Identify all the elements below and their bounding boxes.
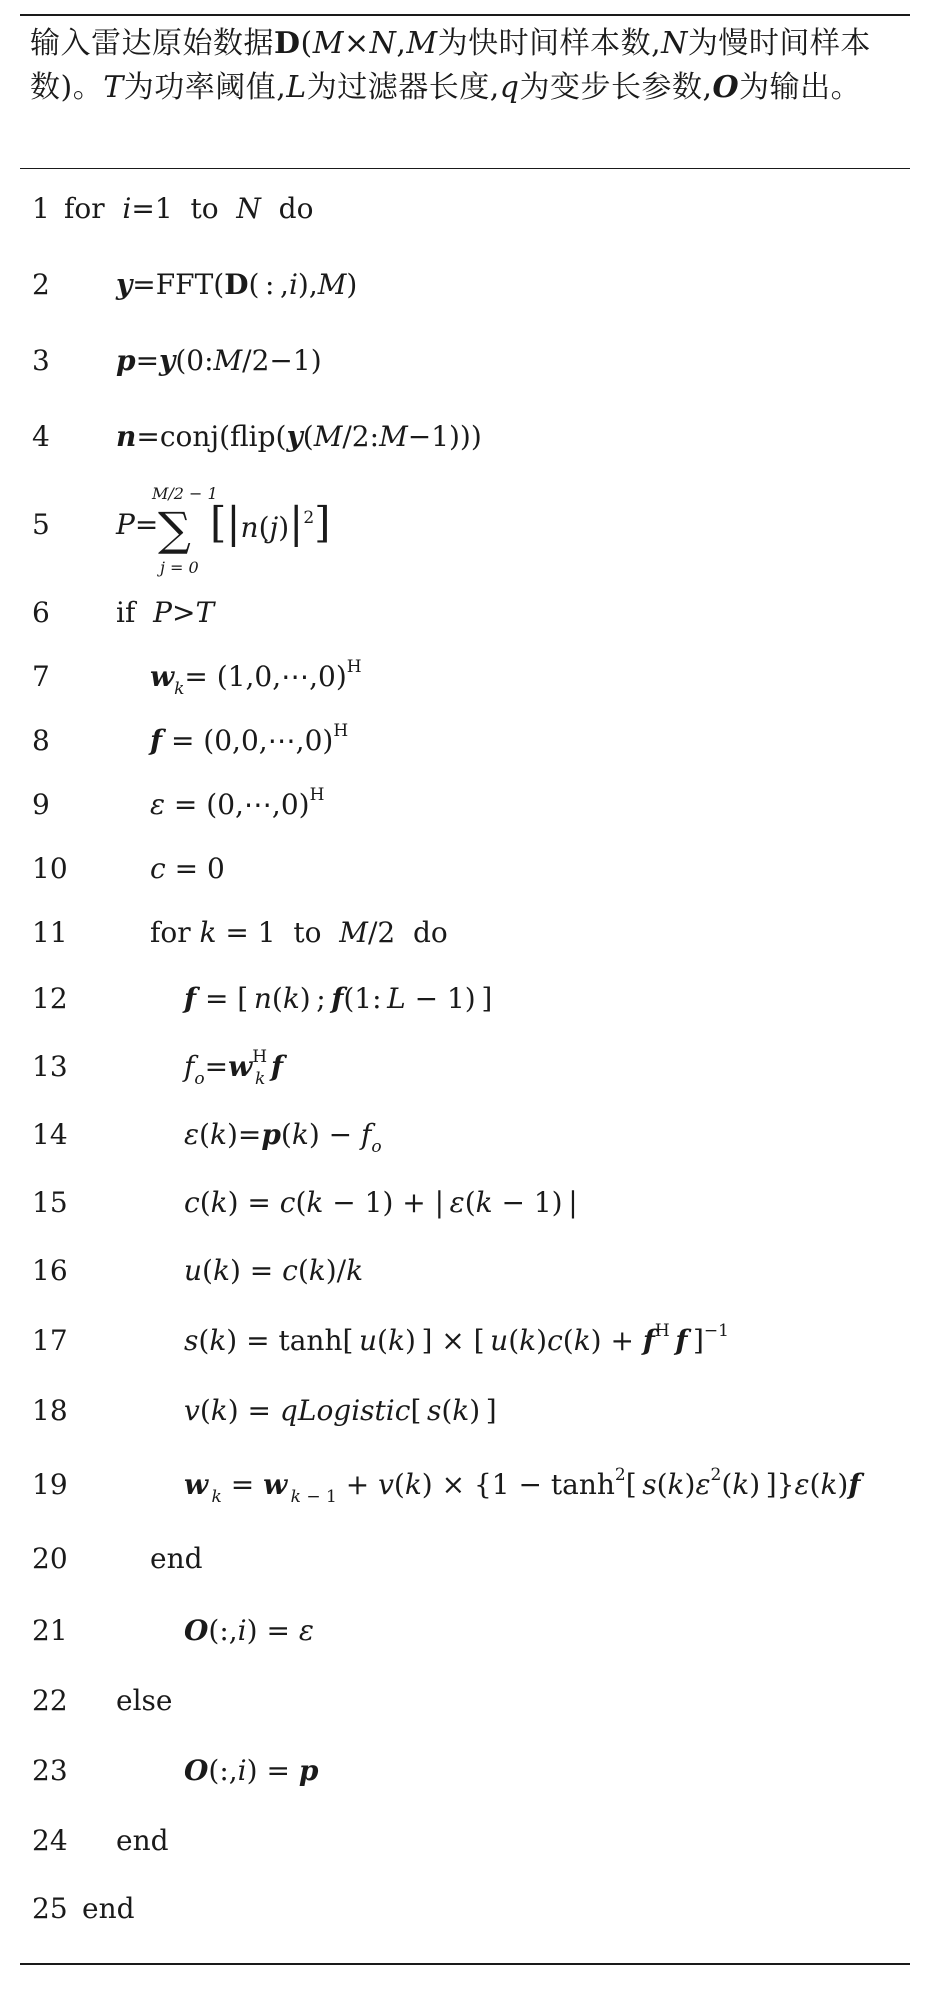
line-code: if P>T [116, 596, 215, 629]
sum-lower-limit: j = 0 [160, 558, 199, 577]
line-code: O(:,i) = ε [184, 1614, 314, 1647]
line-number: 13 [32, 1050, 68, 1083]
line-number: 22 [32, 1684, 68, 1717]
line-number: 21 [32, 1614, 68, 1647]
line-code: c(k) = c(k − 1) + | ε(k − 1) | [184, 1186, 578, 1219]
line-code: p=y(0:M/2−1) [116, 344, 322, 377]
line-code: s(k) = tanh[ u(k) ] × [ $u(k)c(k) + f^H$ f ]$^{-1}$ [184, 1321, 729, 1357]
line-code: n=conj(flip(y(M/2:M−1))) [116, 420, 482, 453]
line-number: 25 [32, 1892, 68, 1925]
line-number: 8 [32, 724, 50, 757]
line-code: $f_o=w^H_k$ f [184, 1047, 283, 1089]
table-bottom-rule [20, 1963, 910, 1965]
line-code: f = (0,0,⋯,0)$^H$ [150, 721, 349, 757]
line-code: ε = (0,⋯,0)$^H$ [150, 785, 325, 821]
line-number: 6 [32, 596, 50, 629]
line-code: end [82, 1892, 135, 1925]
line-number: 10 [32, 852, 68, 885]
line-number: 9 [32, 788, 50, 821]
line-number: 18 [32, 1394, 68, 1427]
line-number: 16 [32, 1254, 68, 1287]
line-number: 19 [32, 1468, 68, 1501]
line-number: 17 [32, 1324, 68, 1357]
line-code: end [116, 1824, 169, 1857]
sigma-symbol: ∑ [158, 502, 191, 556]
table-top-rule [20, 14, 910, 16]
line-code: for i=1 to N do [64, 192, 314, 225]
line-number: 23 [32, 1754, 68, 1787]
line-code: y=FFT(D( : ,i),M) [116, 268, 358, 301]
line-number: 11 [32, 916, 68, 949]
line-code: O(:,i) = p [184, 1754, 319, 1787]
line-code: u(k) = c(k)/k [184, 1254, 364, 1287]
line-number: 20 [32, 1542, 68, 1575]
line-number: 5 [32, 508, 50, 541]
line-code: f = [ n(k) ; f(1: L − 1) ] [184, 982, 493, 1015]
line-number: 2 [32, 268, 50, 301]
line-number: 1 [32, 192, 50, 225]
line-number: 14 [32, 1118, 68, 1151]
line-code: for k = 1 to M/2 do [150, 916, 448, 949]
sum-upper-limit: M/2 − 1 [152, 484, 218, 503]
line-code: c = 0 [150, 852, 225, 885]
line-code: $\varepsilon(k)=p(k) - f_o$ [184, 1118, 382, 1157]
line-number: 7 [32, 660, 50, 693]
line-number: 24 [32, 1824, 68, 1857]
line-code: end [150, 1542, 203, 1575]
line-code: w $_k$ = w $_{k - 1} + v(k) \times \{1 - \tanh^2$[ $s(k)\varepsilon^2(k)$ ]}ε(k)f [184, 1465, 861, 1507]
algorithm-input-description: 输入雷达原始数据D(M×N,M为快时间样本数,N为慢时间样本数)。T为功率阈值,L为过滤器长度,q为变步长参数,O为输出。 [30, 26, 871, 105]
line-number: 15 [32, 1186, 68, 1219]
line-number: 12 [32, 982, 68, 1015]
line-code: v(k) = qLogistic[ s(k) ] [184, 1394, 497, 1427]
line-number: 4 [32, 420, 50, 453]
line-number: 3 [32, 344, 50, 377]
table-header-rule [20, 168, 910, 169]
line-code: $w_k=$ (1,0,⋯,0)$^H$ [150, 657, 362, 699]
line-code: else [116, 1684, 173, 1717]
